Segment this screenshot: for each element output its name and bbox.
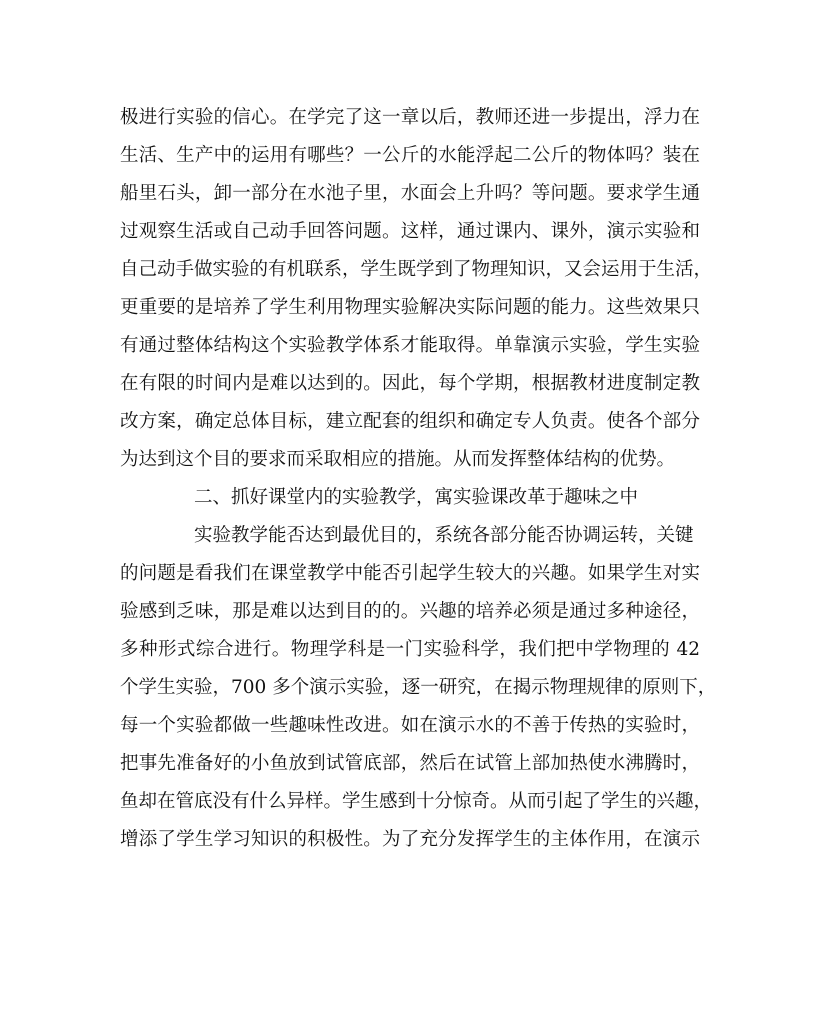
text-line: 极进行实验的信心。在学完了这一章以后，教师还进一步提出，浮力在 [120, 107, 700, 128]
text-line: 为达到这个目的要求而采取相应的措施。从而发挥整体结构的优势。 [120, 449, 676, 470]
text-line: 增添了学生学习知识的积极性。为了充分发挥学生的主体作用，在演示 [120, 829, 700, 850]
text-line: 有通过整体结构这个实验教学体系才能取得。单靠演示实验，学生实验 [120, 335, 700, 356]
text-line: 每一个实验都做一些趣味性改进。如在演示水的不善于传热的实验时， [120, 715, 700, 736]
text-line: 生活、生产中的运用有哪些？一公斤的水能浮起二公斤的物体吗？装在 [120, 145, 700, 166]
text-line: 个学生实验，700 多个演示实验，逐一研究，在揭示物理规律的原则下， [120, 677, 717, 698]
text-line: 改方案，确定总体目标，建立配套的组织和确定专人负责。使各个部分 [120, 411, 700, 432]
text-line: 在有限的时间内是难以达到的。因此，每个学期，根据教材进度制定教 [120, 373, 700, 394]
text-line: 把事先准备好的小鱼放到试管底部，然后在试管上部加热使水沸腾时， [120, 753, 700, 774]
text-line: 多种形式综合进行。物理学科是一门实验科学，我们把中学物理的 42 [120, 639, 700, 660]
text-line: 更重要的是培养了学生利用物理实验解决实际问题的能力。这些效果只 [120, 297, 700, 318]
text-line: 验感到乏味，那是难以达到目的的。兴趣的培养必须是通过多种途径， [120, 601, 700, 622]
text-line: 过观察生活或自己动手回答问题。这样，通过课内、课外，演示实验和 [120, 221, 700, 242]
text-line: 的问题是看我们在课堂教学中能否引起学生较大的兴趣。如果学生对实 [120, 563, 700, 584]
text-line: 船里石头，卸一部分在水池子里，水面会上升吗？等问题。要求学生通 [120, 183, 700, 204]
text-line: 实验教学能否达到最优目的，系统各部分能否协调运转，关键 [194, 525, 694, 546]
section-heading: 二、抓好课堂内的实验教学，寓实验课改革于趣味之中 [194, 487, 639, 508]
text-line: 自己动手做实验的有机联系，学生既学到了物理知识，又会运用于生活， [120, 259, 713, 280]
text-line: 鱼却在管底没有什么异样。学生感到十分惊奇。从而引起了学生的兴趣， [120, 791, 713, 812]
